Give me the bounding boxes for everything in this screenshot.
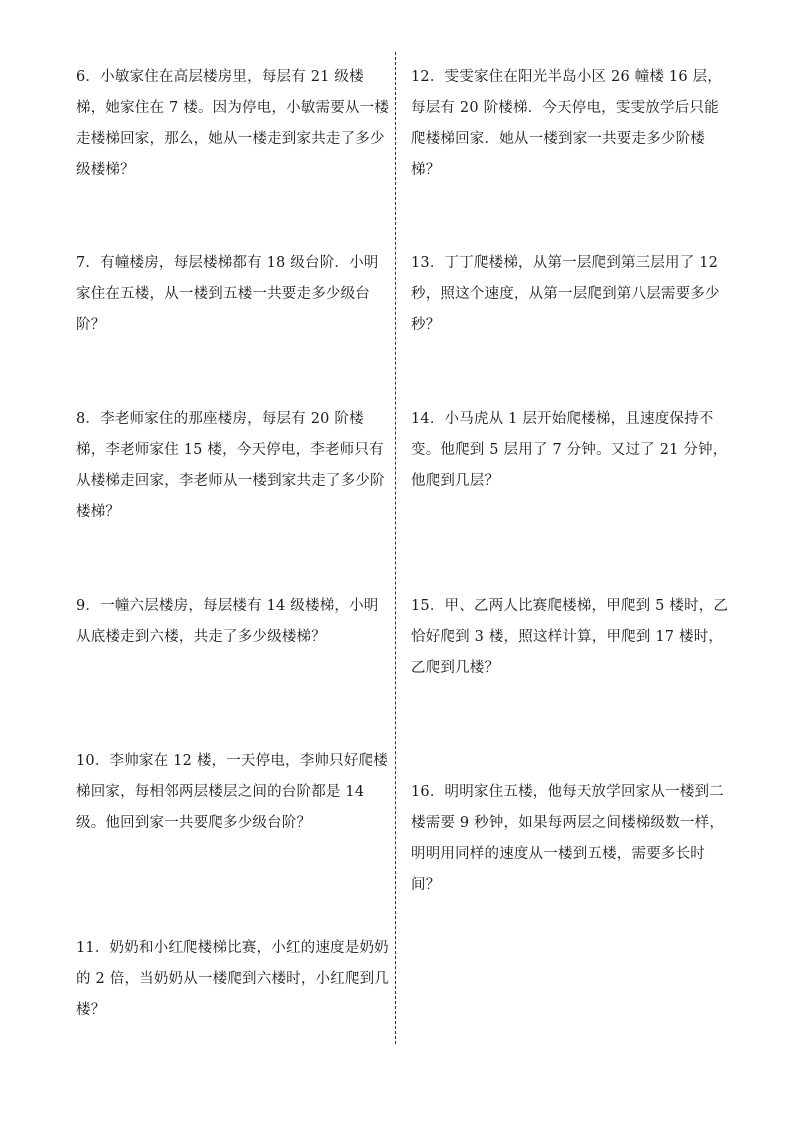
problem-9: 9．一幢六层楼房，每层楼有 14 级楼梯，小明从底楼走到六楼，共走了多少级楼梯？: [76, 598, 379, 645]
problem-14: 14．小马虎从 1 层开始爬楼梯，且速度保持不变。他爬到 5 层用了 7 分钟。又过了 21 分钟，他爬到几层？: [411, 411, 728, 489]
problem-11: 11．奶奶和小红爬楼梯比赛，小红的速度是奶奶的 2 倍，当奶奶从一楼爬到六楼时，小红爬到几楼？: [76, 940, 390, 1018]
problem-10: 10．李帅家在 12 楼，一天停电，李帅只好爬楼梯回家，每相邻两层楼层之间的台阶都是 14 级。他回到家一共要爬多少级台阶？: [76, 753, 388, 831]
problem-13: 13．丁丁爬楼梯，从第一层爬到第三层用了 12 秒，照这个速度，从第一层爬到第八层需要多少秒？: [411, 255, 720, 333]
problem-7: 7．有幢楼房，每层楼梯都有 18 级台阶．小明家住在五楼，从一楼到五楼一共要走多少级台阶？: [76, 255, 379, 333]
problem-8: 8．李老师家住的那座楼房，每层有 20 阶楼梯，李老师家住 15 楼，今天停电，李老师只有从楼梯走回家，李老师从一楼到家共走了多少阶楼梯？: [76, 411, 385, 520]
problem-12: 12．雯雯家住在阳光半岛小区 26 幢楼 16 层，每层有 20 阶楼梯．今天停电，雯雯放学后只能爬楼梯回家．她从一楼到家一共要走多少阶楼梯？: [411, 69, 722, 178]
problem-16: 16．明明家住五楼，他每天放学回家从一楼到二楼需要 9 秒钟，如果每两层之间楼梯级数一样，明明用同样的速度从一楼到五楼，需要多长时间？: [411, 784, 725, 893]
problem-6: 6．小敏家住在高层楼房里，每层有 21 级楼梯，她家住在 7 楼。因为停电，小敏需要从一楼走楼梯回家，那么，她从一楼走到家共走了多少级楼梯？: [76, 69, 390, 178]
problem-15: 15．甲、乙两人比赛爬楼梯，甲爬到 5 楼时，乙恰好爬到 3 楼，照这样计算，甲爬到 17 楼时，乙爬到几楼？: [411, 598, 729, 676]
column-divider: [395, 52, 396, 1044]
